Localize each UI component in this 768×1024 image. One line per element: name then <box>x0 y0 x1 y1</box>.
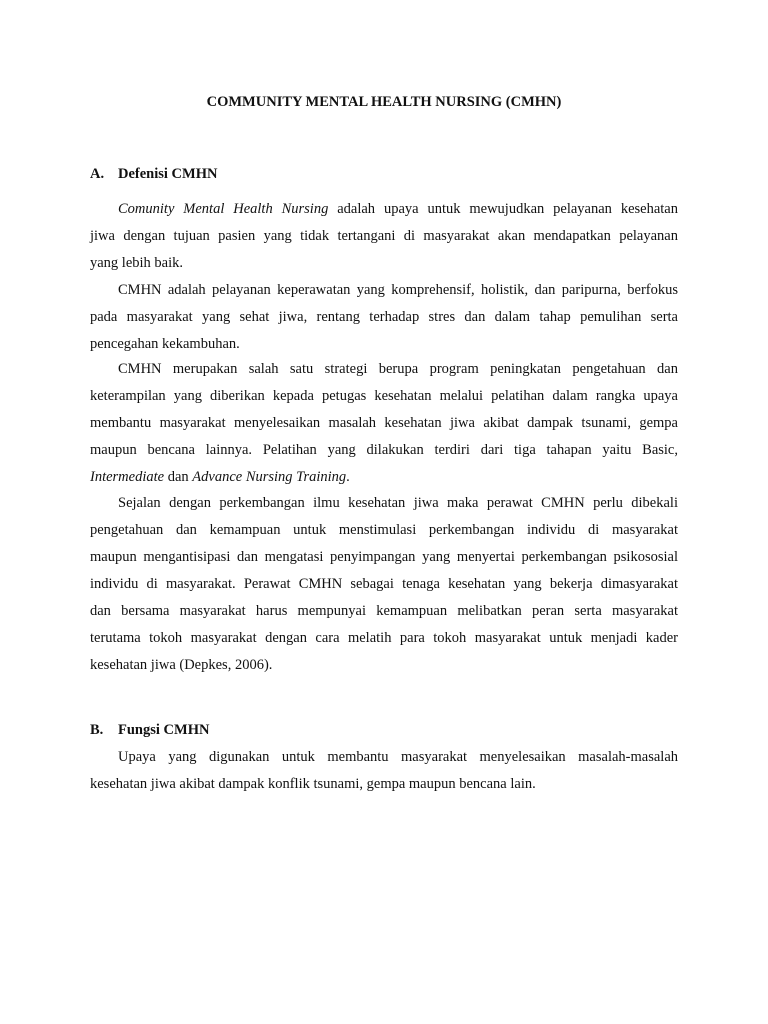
text-line: CMHN merupakan salah satu strategi berupa program peningkatan pengetahuan dan <box>118 361 678 377</box>
text-line <box>90 464 678 491</box>
text-line: terutama tokoh masyarakat dengan cara melatih para tokoh masyarakat untuk menjadi kader <box>90 630 678 646</box>
text-line: membantu masyarakat menyelesaikan masalah kesehatan jiwa akibat dampak tsunami, gempa <box>90 415 678 431</box>
italic-term: Comunity Mental Health Nursing <box>118 201 329 217</box>
text-span: dan <box>164 469 193 485</box>
text-line: kesehatan jiwa akibat dampak konflik tsunami, gempa maupun bencana lain. <box>90 776 536 792</box>
italic-term: Advance Nursing Training <box>192 469 347 485</box>
paragraph-definition-1 <box>90 196 678 277</box>
text-line: pada masyarakat yang sehat jiwa, rentang terhadap stres dan dalam tahap pemulihan serta <box>90 309 678 325</box>
document-page <box>90 0 678 1024</box>
text-line: pengetahuan dan kemampuan untuk menstimulasi perkembangan individu di masyarakat <box>90 522 678 538</box>
text-line: CMHN adalah pelayanan keperawatan yang komprehensif, holistik, dan paripurna, berfokus <box>118 282 678 298</box>
paragraph-function-1 <box>90 744 678 798</box>
text-line: individu di masyarakat. Perawat CMHN sebagai tenaga kesehatan yang bekerja dimasyarakat <box>90 576 678 592</box>
text-line: jiwa dengan tujuan pasien yang tidak tertangani di masyarakat akan mendapatkan pelayanan <box>90 228 678 244</box>
document-title: COMMUNITY MENTAL HEALTH NURSING (CMHN) <box>206 94 562 110</box>
text-span: . <box>346 469 350 485</box>
text-line <box>90 196 678 223</box>
text-line: maupun mengantisipasi dan mengatasi penyimpangan yang menyertai perkembangan psikososial <box>90 549 678 565</box>
text-line: dan bersama masyarakat harus mempunyai kemampuan melibatkan peran serta masyarakat <box>90 603 678 619</box>
paragraph-definition-2 <box>90 277 678 358</box>
section-b-title: Fungsi CMHN <box>118 722 210 738</box>
section-b-number: B. <box>90 722 104 738</box>
text-line: maupun bencana lainnya. Pelatihan yang dilakukan terdiri dari tiga tahapan yaitu Basic, <box>90 442 678 458</box>
text-line: pencegahan kekambuhan. <box>90 336 240 352</box>
text-line: Sejalan dengan perkembangan ilmu kesehatan jiwa maka perawat CMHN perlu dibekali <box>118 495 678 511</box>
paragraph-definition-3 <box>90 356 678 491</box>
text-span: adalah upaya untuk mewujudkan pelayanan kesehatan <box>328 201 678 217</box>
italic-term: Intermediate <box>90 469 165 485</box>
text-line: Upaya yang digunakan untuk membantu masyarakat menyelesaikan masalah-masalah <box>118 749 678 765</box>
text-line: yang lebih baik. <box>90 255 184 271</box>
section-a-title: Defenisi CMHN <box>118 166 218 182</box>
text-line: keterampilan yang diberikan kepada petugas kesehatan melalui pelatihan dalam rangka upaya <box>90 388 678 404</box>
section-b-heading <box>90 720 678 740</box>
text-line: kesehatan jiwa (Depkes, 2006). <box>90 657 273 673</box>
section-a-heading <box>90 164 678 184</box>
paragraph-definition-4 <box>90 490 678 679</box>
section-a-number: A. <box>90 166 105 182</box>
